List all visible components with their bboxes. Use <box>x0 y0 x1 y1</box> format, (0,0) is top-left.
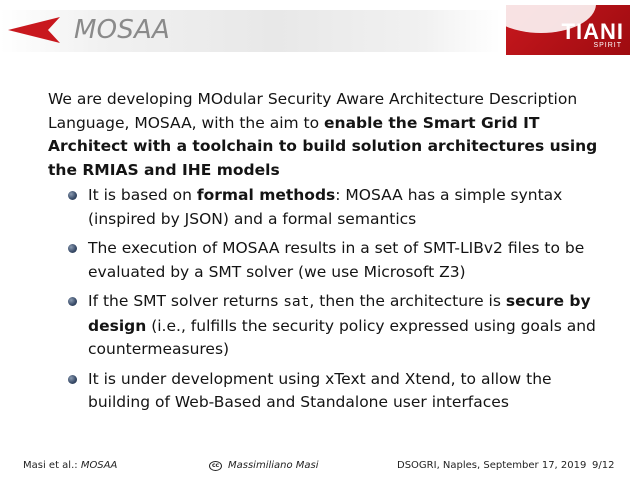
footer-author: Masi et al.: MOSAA <box>23 460 118 471</box>
bullet-list <box>48 184 608 415</box>
intro-paragraph <box>48 88 608 182</box>
slide-title: MOSAA <box>74 15 170 45</box>
header-arrow-icon <box>8 17 60 43</box>
page-number: 9/12 <box>592 460 615 471</box>
logo-subtext: SPIRIT <box>593 42 622 49</box>
slide-header <box>0 0 638 62</box>
intro-bold: enable the Smart Grid IT Architect with a toolchain to build solution architectures using the RMIAS and IHE models <box>48 113 598 179</box>
creative-commons-icon: cc <box>209 461 222 471</box>
footer-presenter: cc Massimiliano Masi <box>209 460 319 471</box>
bullet-ball-icon <box>68 297 77 306</box>
bullet-ball-icon <box>68 375 77 384</box>
intro-text: We are developing MOdular Security Aware Architecture Description Language, MOSAA, with the aim to <box>48 90 578 132</box>
slide-footer <box>0 458 638 476</box>
bullet-ball-icon <box>68 191 77 200</box>
footer-event: DSOGRI, Naples, September 17, 2019 <box>397 460 587 471</box>
bullet-item-formal-methods: It is based on formal methods: MOSAA has a simple syntax (inspired by JSON) and a formal semantics <box>88 184 608 231</box>
bullet-ball-icon <box>68 244 77 253</box>
code-sat: sat <box>283 294 310 310</box>
tiani-logo <box>506 5 630 55</box>
bullet-item-execution: The execution of MOSAA results in a set of SMT-LIBv2 files to be evaluated by a SMT solver (we use Microsoft Z3) <box>88 237 608 284</box>
logo-text: TIANI <box>561 19 624 44</box>
slide-body <box>48 88 608 421</box>
bullet-item-development: It is under development using xText and Xtend, to allow the building of Web-Based and Standalone user interfaces <box>88 368 608 415</box>
bullet-item-smt-solver: If the SMT solver returns sat, then the architecture is secure by design (i.e., fulfills the security policy expressed using goals and countermeasures) <box>88 290 608 362</box>
